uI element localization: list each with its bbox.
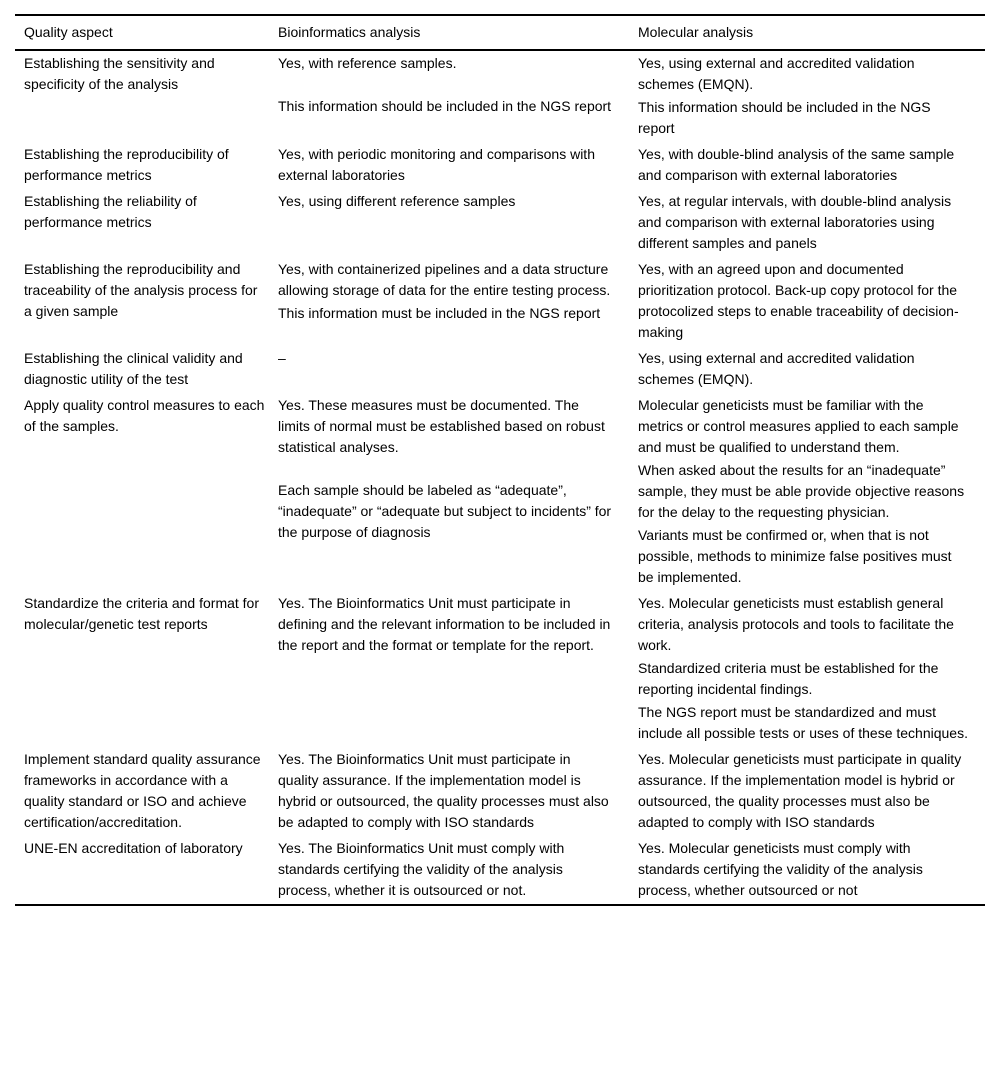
cell-paragraph: Yes, using external and accredited validation schemes (EMQN). (638, 350, 915, 387)
table-row (15, 836, 985, 905)
cell-molecular-analysis (638, 747, 985, 836)
cell-paragraph: Yes. The Bioinformatics Unit must participate in defining and the relevant information to be included in the report and the format or template for the report. (278, 595, 611, 653)
cell-paragraph: – (278, 350, 286, 366)
cell-bioinformatics-analysis (278, 50, 638, 142)
cell-bioinformatics-analysis (278, 142, 638, 189)
cell-bioinformatics-analysis (278, 591, 638, 747)
cell-molecular-analysis (638, 257, 985, 346)
cell-paragraph: Variants must be confirmed or, when that is not possible, methods to minimize false positives must be implemented. (638, 527, 952, 585)
cell-quality-aspect (15, 142, 278, 189)
cell-paragraph: Standardize the criteria and format for molecular/genetic test reports (24, 595, 260, 632)
cell-paragraph: Yes, with containerized pipelines and a data structure allowing storage of data for the entire testing process. (278, 261, 611, 298)
cell-paragraph: When asked about the results for an “inadequate” sample, they must be able provide objective reasons for the delay to the requesting physician. (638, 462, 965, 520)
cell-paragraph: Yes. Molecular geneticists must establish general criteria, analysis protocols and tools to facilitate the work. (638, 595, 954, 653)
cell-quality-aspect (15, 747, 278, 836)
cell-paragraph: Implement standard quality assurance frameworks in accordance with a quality standard or ISO and achieve certification/accreditation. (24, 751, 261, 830)
cell-paragraph: Yes. Molecular geneticists must participate in quality assurance. If the implementation model is hybrid or outsourced, the quality processes must also be adapted to comply with ISO standards (638, 751, 962, 830)
cell-bioinformatics-analysis (278, 189, 638, 257)
table-body (15, 50, 985, 905)
cell-paragraph: Yes. These measures must be documented. The limits of normal must be established based on robust statistical analyses. (278, 397, 605, 455)
column-header-quality-aspect: Quality aspect (15, 15, 278, 50)
table-header-row (15, 15, 985, 50)
cell-bioinformatics-analysis (278, 836, 638, 905)
cell-paragraph: Establishing the reproducibility of performance metrics (24, 146, 229, 183)
cell-paragraph: Molecular geneticists must be familiar with the metrics or control measures applied to each sample and must be qualified to understand them. (638, 397, 959, 455)
cell-paragraph: Yes, at regular intervals, with double-blind analysis and comparison with external laboratories using different samples and panels (638, 193, 952, 251)
cell-quality-aspect (15, 393, 278, 591)
cell-paragraph: Establishing the clinical validity and diagnostic utility of the test (24, 350, 243, 387)
cell-paragraph: UNE-EN accreditation of laboratory (24, 840, 243, 856)
cell-paragraph: Yes. The Bioinformatics Unit must comply with standards certifying the validity of the analysis process, whether it is outsourced or not. (278, 840, 565, 898)
quality-comparison-table (15, 14, 985, 906)
cell-bioinformatics-analysis (278, 393, 638, 591)
cell-paragraph: This information should be included in the NGS report (638, 99, 931, 136)
cell-bioinformatics-analysis (278, 346, 638, 393)
cell-bioinformatics-analysis (278, 747, 638, 836)
cell-paragraph: This information should be included in the NGS report (278, 98, 612, 114)
cell-molecular-analysis (638, 393, 985, 591)
cell-molecular-analysis (638, 189, 985, 257)
cell-paragraph: Yes. The Bioinformatics Unit must participate in quality assurance. If the implementation model is hybrid or outsourced, the quality processes must also be adapted to comply with ISO standards (278, 751, 609, 830)
cell-paragraph: Yes, using external and accredited validation schemes (EMQN). (638, 55, 915, 92)
cell-quality-aspect (15, 836, 278, 905)
cell-quality-aspect (15, 189, 278, 257)
cell-paragraph: Establishing the reproducibility and traceability of the analysis process for a given sample (24, 261, 258, 319)
cell-paragraph: Yes, using different reference samples (278, 193, 516, 209)
table-row (15, 142, 985, 189)
column-header-bioinformatics-analysis: Bioinformatics analysis (278, 15, 638, 50)
cell-bioinformatics-analysis (278, 257, 638, 346)
cell-quality-aspect (15, 591, 278, 747)
cell-quality-aspect (15, 50, 278, 142)
cell-quality-aspect (15, 346, 278, 393)
cell-molecular-analysis (638, 50, 985, 142)
cell-paragraph: The NGS report must be standardized and must include all possible tests or uses of these techniques. (638, 704, 968, 741)
cell-molecular-analysis (638, 346, 985, 393)
table-row (15, 189, 985, 257)
table-row (15, 257, 985, 346)
cell-paragraph: Yes, with reference samples. (278, 55, 457, 71)
cell-paragraph: Standardized criteria must be established for the reporting incidental findings. (638, 660, 939, 697)
cell-quality-aspect (15, 257, 278, 346)
table-row (15, 747, 985, 836)
column-header-molecular-analysis: Molecular analysis (638, 15, 985, 50)
cell-paragraph: This information must be included in the NGS report (278, 305, 601, 321)
cell-paragraph: Yes, with double-blind analysis of the same sample and comparison with external laboratories (638, 146, 955, 183)
table-row (15, 591, 985, 747)
table-row (15, 346, 985, 393)
cell-molecular-analysis (638, 836, 985, 905)
cell-molecular-analysis (638, 591, 985, 747)
cell-paragraph: Yes, with periodic monitoring and comparisons with external laboratories (278, 146, 595, 183)
cell-paragraph: Establishing the reliability of performance metrics (24, 193, 197, 230)
cell-molecular-analysis (638, 142, 985, 189)
table-row (15, 50, 985, 142)
cell-paragraph: Yes, with an agreed upon and documented prioritization protocol. Back-up copy protocol for the protocolized steps to enable traceability of decision-making (638, 261, 959, 340)
table-row (15, 393, 985, 591)
cell-paragraph: Yes. Molecular geneticists must comply with standards certifying the validity of the analysis process, whether outsourced or not (638, 840, 923, 898)
cell-paragraph: Establishing the sensitivity and specificity of the analysis (24, 55, 215, 92)
cell-paragraph: Apply quality control measures to each of the samples. (24, 397, 265, 434)
cell-paragraph: Each sample should be labeled as “adequate”, “inadequate” or “adequate but subject to incidents” for the purpose of diagnosis (278, 482, 612, 540)
